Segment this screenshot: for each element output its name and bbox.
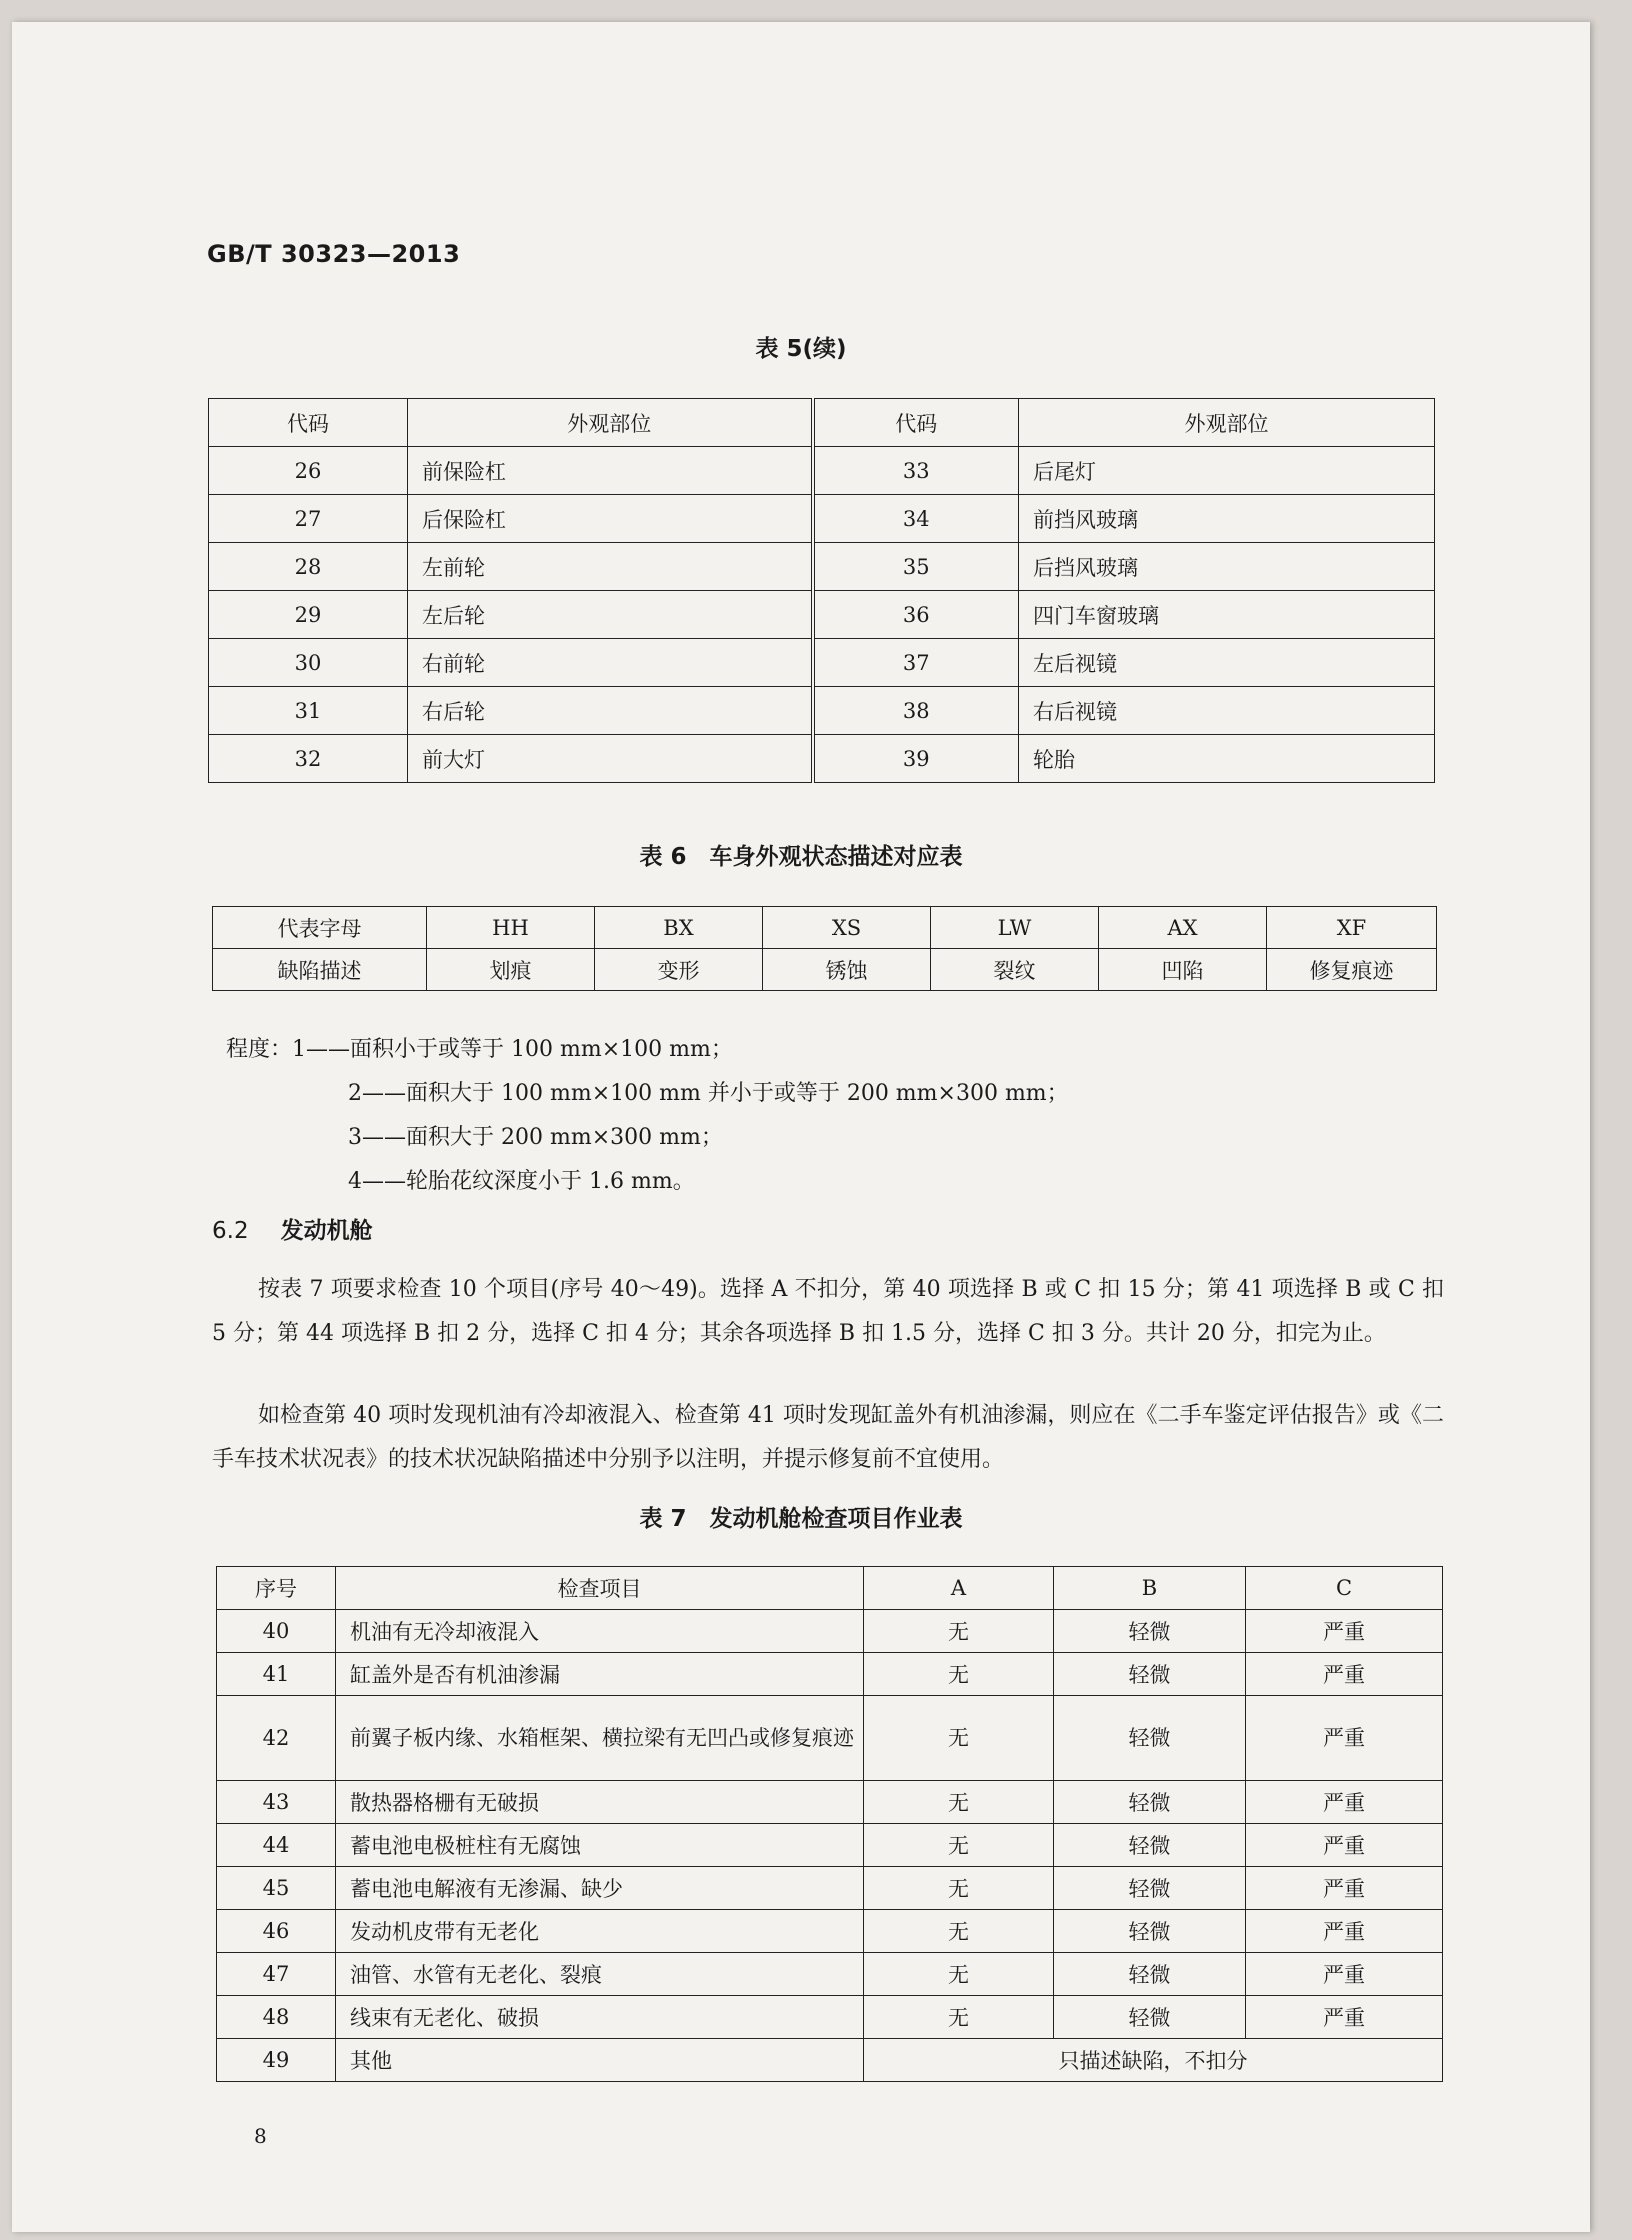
degree-line: 2——面积大于 100 mm×100 mm 并小于或等于 200 mm×300 mm； <box>348 1081 1069 1106</box>
code-cell: 30 <box>209 639 408 687</box>
item-cell: 其他 <box>336 2039 864 2082</box>
table-header-row <box>217 1567 1443 1610</box>
grade-b-cell: 轻微 <box>1054 1610 1246 1653</box>
code-cell: 32 <box>209 735 408 783</box>
letter-cell: LW <box>931 907 1099 949</box>
no-cell: 40 <box>217 1610 336 1653</box>
grade-c-cell: 严重 <box>1246 1824 1443 1867</box>
table7-caption: 表 7 发动机舱检查项目作业表 <box>639 1506 963 1532</box>
grade-b-cell: 轻微 <box>1054 1910 1246 1953</box>
code-cell: 39 <box>813 735 1019 783</box>
grade-b-cell: 轻微 <box>1054 1953 1246 1996</box>
table-row <box>209 687 1435 735</box>
grade-c-cell: 严重 <box>1246 1910 1443 1953</box>
grade-a-cell: 无 <box>864 1696 1054 1781</box>
code-cell: 36 <box>813 591 1019 639</box>
table7 <box>216 1566 1443 2082</box>
defect-cell: 修复痕迹 <box>1267 949 1437 991</box>
table-row <box>217 1996 1443 2039</box>
item-cell: 散热器格栅有无破损 <box>336 1781 864 1824</box>
code-cell: 34 <box>813 495 1019 543</box>
letter-cell: XS <box>763 907 931 949</box>
grade-a-cell: 无 <box>864 1610 1054 1653</box>
grade-a-cell: 无 <box>864 1824 1054 1867</box>
grade-c-cell: 严重 <box>1246 1653 1443 1696</box>
degree-line: 3——面积大于 200 mm×300 mm； <box>348 1125 723 1150</box>
no-cell: 42 <box>217 1696 336 1781</box>
section-heading <box>212 1212 373 1245</box>
row-label-cell: 代表字母 <box>213 907 427 949</box>
table-row <box>209 591 1435 639</box>
table6-caption: 表 6 车身外观状态描述对应表 <box>639 844 963 870</box>
table-row <box>217 1953 1443 1996</box>
part-cell: 左后视镜 <box>1019 639 1435 687</box>
grade-c-cell: 严重 <box>1246 1696 1443 1781</box>
grade-a-cell: 无 <box>864 1996 1054 2039</box>
defect-cell: 变形 <box>595 949 763 991</box>
table-row <box>217 1610 1443 1653</box>
row-label-cell: 缺陷描述 <box>213 949 427 991</box>
grade-a-cell: 无 <box>864 1867 1054 1910</box>
part-cell: 右后视镜 <box>1019 687 1435 735</box>
part-cell: 四门车窗玻璃 <box>1019 591 1435 639</box>
no-cell: 48 <box>217 1996 336 2039</box>
table-row <box>209 735 1435 783</box>
grade-b-cell: 轻微 <box>1054 1653 1246 1696</box>
part-cell: 后保险杠 <box>408 495 813 543</box>
part-cell: 前大灯 <box>408 735 813 783</box>
document-page <box>12 22 1590 2232</box>
table6 <box>212 906 1437 991</box>
table-row <box>217 1824 1443 1867</box>
grade-b-cell: 轻微 <box>1054 1781 1246 1824</box>
table5 <box>208 398 1435 783</box>
table-row <box>209 543 1435 591</box>
item-cell: 机油有无冷却液混入 <box>336 1610 864 1653</box>
header-cell: A <box>864 1567 1054 1610</box>
grade-a-cell: 无 <box>864 1781 1054 1824</box>
letter-cell: BX <box>595 907 763 949</box>
part-cell: 前保险杠 <box>408 447 813 495</box>
part-cell: 左后轮 <box>408 591 813 639</box>
defect-cell: 裂纹 <box>931 949 1099 991</box>
table-row <box>217 1653 1443 1696</box>
part-cell: 后挡风玻璃 <box>1019 543 1435 591</box>
degree-notes <box>226 1028 1069 1204</box>
paragraph: 按表 7 项要求检查 10 个项目(序号 40～49)。选择 A 不扣分，第 40 项选择 B 或 C 扣 15 分；第 41 项选择 B 或 C 扣 5 分；第 44 项选择 B 扣 2 分，选择 C 扣 4 分；其余各项选择 B 扣 1.5 分，选择 C 扣 3 分。共计 20 分，扣完为止。 <box>212 1277 1444 1346</box>
grade-c-cell: 严重 <box>1246 1953 1443 1996</box>
section-number: 6.2 <box>212 1218 249 1244</box>
table-row <box>217 2039 1443 2082</box>
grade-c-cell: 严重 <box>1246 1996 1443 2039</box>
letter-cell: HH <box>427 907 595 949</box>
item-cell: 前翼子板内缘、水箱框架、横拉梁有无凹凸或修复痕迹 <box>336 1696 864 1781</box>
table-row <box>209 495 1435 543</box>
grade-b-cell: 轻微 <box>1054 1996 1246 2039</box>
part-cell: 轮胎 <box>1019 735 1435 783</box>
header-cell: 代码 <box>813 399 1019 447</box>
header-cell: 外观部位 <box>1019 399 1435 447</box>
letter-cell: XF <box>1267 907 1437 949</box>
no-cell: 44 <box>217 1824 336 1867</box>
document-code: GB/T 30323—2013 <box>207 240 461 268</box>
table-header-row <box>209 399 1435 447</box>
table-row <box>213 949 1437 991</box>
code-cell: 37 <box>813 639 1019 687</box>
grade-a-cell: 无 <box>864 1653 1054 1696</box>
no-cell: 47 <box>217 1953 336 1996</box>
degree-line: 程度：1——面积小于或等于 100 mm×100 mm； <box>226 1037 733 1062</box>
code-cell: 35 <box>813 543 1019 591</box>
table-row <box>217 1910 1443 1953</box>
item-cell: 发动机皮带有无老化 <box>336 1910 864 1953</box>
item-cell: 线束有无老化、破损 <box>336 1996 864 2039</box>
header-cell: C <box>1246 1567 1443 1610</box>
grade-a-cell: 无 <box>864 1953 1054 1996</box>
item-cell: 蓄电池电极桩柱有无腐蚀 <box>336 1824 864 1867</box>
grade-b-cell: 轻微 <box>1054 1867 1246 1910</box>
table-row <box>209 447 1435 495</box>
no-cell: 46 <box>217 1910 336 1953</box>
degree-line: 4——轮胎花纹深度小于 1.6 mm。 <box>348 1169 695 1194</box>
part-cell: 前挡风玻璃 <box>1019 495 1435 543</box>
part-cell: 右后轮 <box>408 687 813 735</box>
no-cell: 43 <box>217 1781 336 1824</box>
defect-cell: 凹陷 <box>1099 949 1267 991</box>
item-cell: 蓄电池电解液有无渗漏、缺少 <box>336 1867 864 1910</box>
code-cell: 38 <box>813 687 1019 735</box>
grade-a-cell: 无 <box>864 1910 1054 1953</box>
table-row <box>217 1696 1443 1781</box>
defect-cell: 锈蚀 <box>763 949 931 991</box>
no-cell: 49 <box>217 2039 336 2082</box>
grade-b-cell: 轻微 <box>1054 1824 1246 1867</box>
table-row <box>213 907 1437 949</box>
table5-caption: 表 5(续) <box>755 336 847 362</box>
code-cell: 33 <box>813 447 1019 495</box>
header-cell: B <box>1054 1567 1246 1610</box>
header-cell: 代码 <box>209 399 408 447</box>
grade-c-cell: 严重 <box>1246 1781 1443 1824</box>
no-cell: 45 <box>217 1867 336 1910</box>
code-cell: 26 <box>209 447 408 495</box>
part-cell: 后尾灯 <box>1019 447 1435 495</box>
code-cell: 31 <box>209 687 408 735</box>
grade-b-cell: 轻微 <box>1054 1696 1246 1781</box>
no-cell: 41 <box>217 1653 336 1696</box>
section-title: 发动机舱 <box>280 1218 373 1244</box>
grade-c-cell: 严重 <box>1246 1867 1443 1910</box>
note-cell: 只描述缺陷，不扣分 <box>864 2039 1443 2082</box>
code-cell: 29 <box>209 591 408 639</box>
table-row <box>217 1867 1443 1910</box>
letter-cell: AX <box>1099 907 1267 949</box>
part-cell: 左前轮 <box>408 543 813 591</box>
item-cell: 缸盖外是否有机油渗漏 <box>336 1653 864 1696</box>
header-cell: 外观部位 <box>408 399 813 447</box>
table-row <box>209 639 1435 687</box>
code-cell: 27 <box>209 495 408 543</box>
code-cell: 28 <box>209 543 408 591</box>
paragraph: 如检查第 40 项时发现机油有冷却液混入、检查第 41 项时发现缸盖外有机油渗漏，则应在《二手车鉴定评估报告》或《二手车技术状况表》的技术状况缺陷描述中分别予以注明，并提示修复前不宜使用。 <box>212 1403 1444 1472</box>
header-cell: 序号 <box>217 1567 336 1610</box>
page-number: 8 <box>254 2124 267 2148</box>
grade-c-cell: 严重 <box>1246 1610 1443 1653</box>
item-cell: 油管、水管有无老化、裂痕 <box>336 1953 864 1996</box>
part-cell: 右前轮 <box>408 639 813 687</box>
defect-cell: 划痕 <box>427 949 595 991</box>
table-row <box>217 1781 1443 1824</box>
header-cell: 检查项目 <box>336 1567 864 1610</box>
